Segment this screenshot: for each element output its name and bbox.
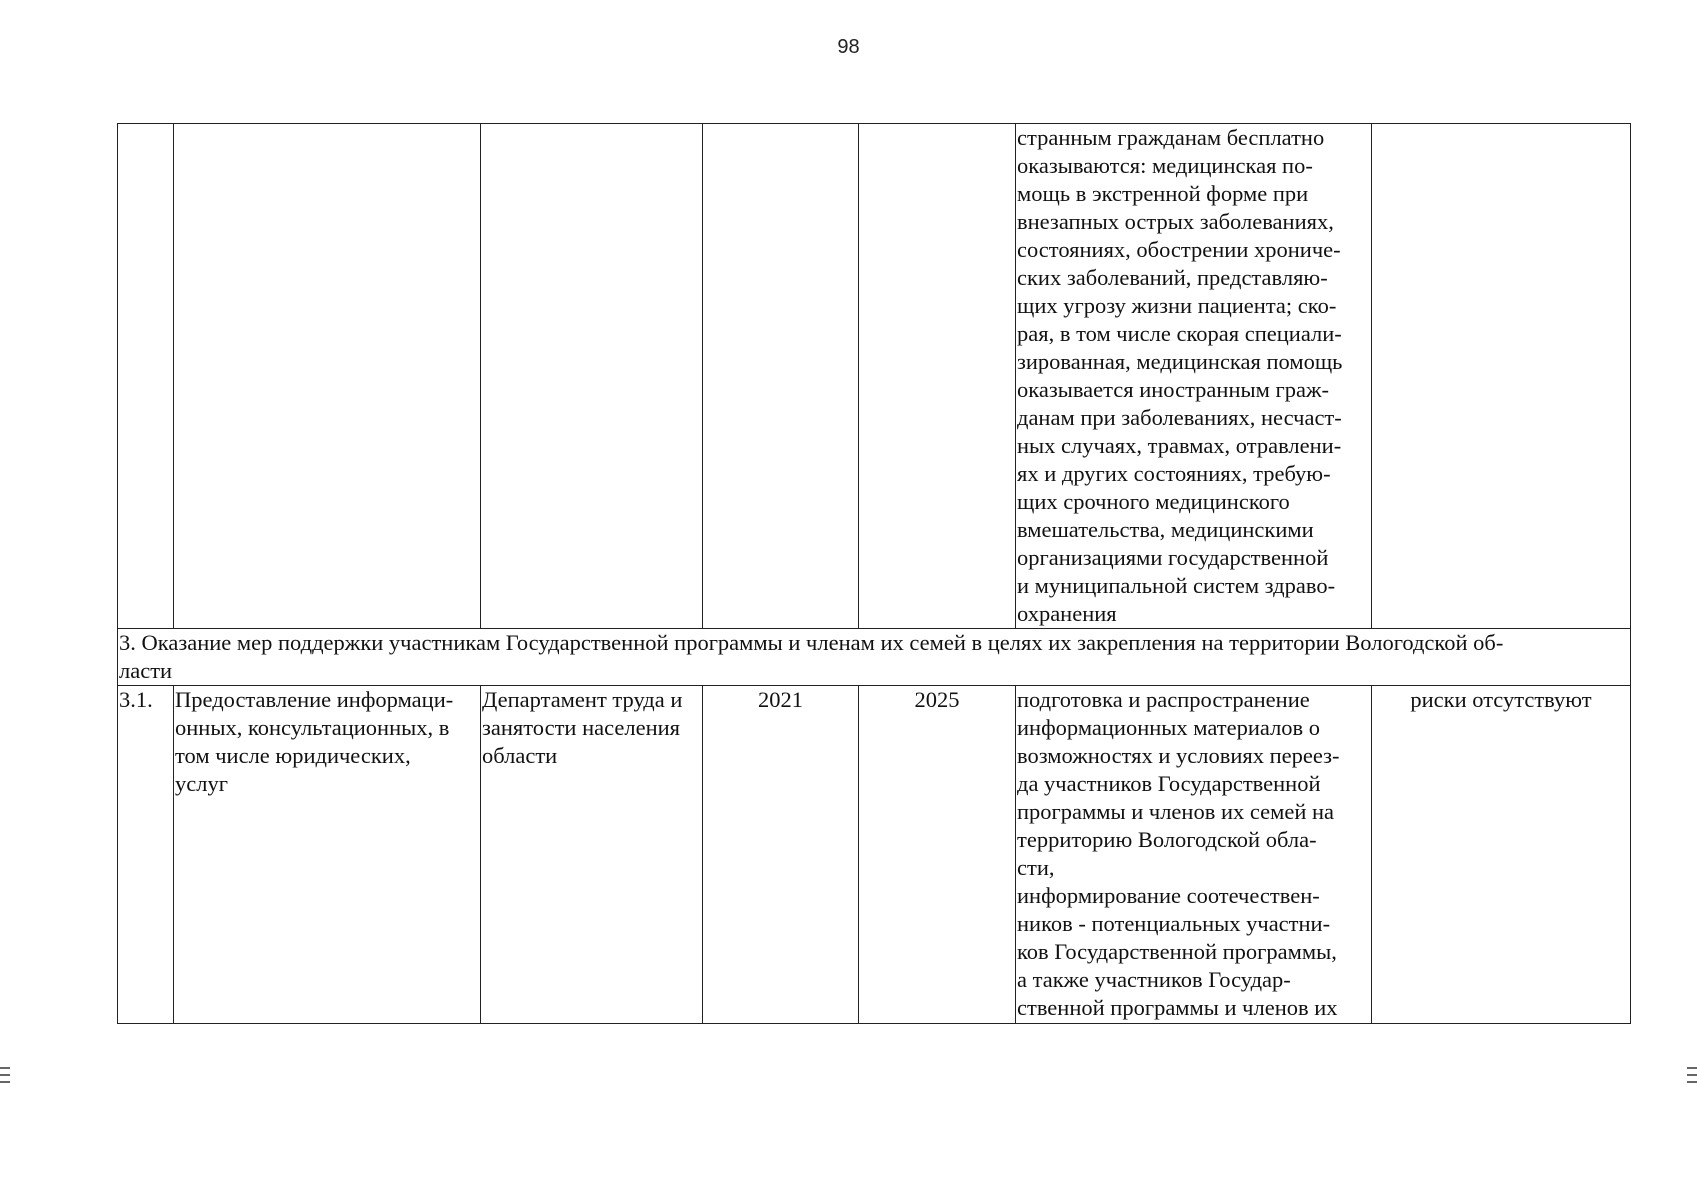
cell-risks (1372, 124, 1631, 629)
measures-table (117, 123, 1631, 1024)
section-heading: 3. Оказание мер поддержки участникам Государственной программы и членам их семей в целях их закрепления на территории Вологодской об- ласти (118, 629, 1631, 686)
table-row-continuation (118, 124, 1631, 629)
cell-number (118, 124, 174, 629)
measure-description: Предоставление информаци- онных, консультационных, в том числе юридических, услуг (174, 686, 481, 1024)
cell-executor (481, 124, 703, 629)
responsible-executor: Департамент труда и занятости населения области (481, 686, 703, 1024)
start-year: 2021 (703, 686, 859, 1024)
table-row-3-1 (118, 686, 1631, 1024)
section-heading-row (118, 629, 1631, 686)
expected-result: подготовка и распространение информационных материалов о возможностях и условиях переез- да участников Государственной программы и членов их семей на территорию Вологодской обла- сти, информирование соотечествен- ников - потенциальных участни- ков Государственной программы, а также участников Государ- ственной программы и членов их (1016, 686, 1372, 1024)
cell-end-year (859, 124, 1016, 629)
cell-start-year (703, 124, 859, 629)
binding-mark-left (0, 1067, 10, 1089)
row-number: 3.1. (118, 686, 174, 1024)
binding-mark-right (1687, 1067, 1697, 1089)
risks: риски отсутствуют (1372, 686, 1631, 1024)
cell-measure (174, 124, 481, 629)
end-year: 2025 (859, 686, 1016, 1024)
cell-result: странным гражданам бесплатно оказываются: медицинская по- мощь в экстренной форме при внезапных острых заболеваниях, состояниях, обострении хроничe- ских заболеваний, представляю- щих угрозу жизни пациента; ско- рая, в том числе скорая специали- зированная, медицинская помощь оказывается иностранным граж- данам при заболеваниях, несчаст- ных случаях, травмах, отравлени- ях и других состояниях, требую- щих срочного медицинского вмешательства, медицинскими организациями государственной и муниципальной систем здраво- охранения (1016, 124, 1372, 629)
page-number: 98 (837, 36, 860, 58)
